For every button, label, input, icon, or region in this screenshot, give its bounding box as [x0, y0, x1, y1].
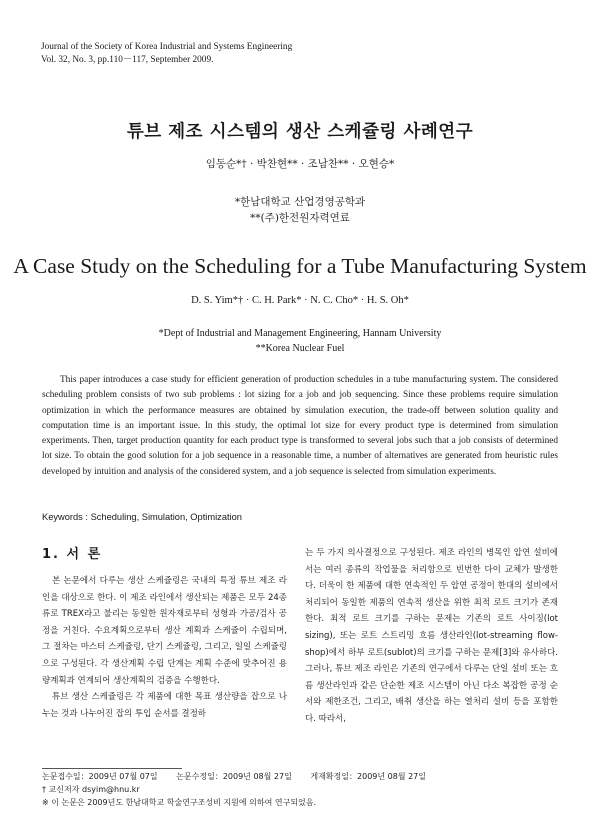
english-title: A Case Study on the Scheduling for a Tube Manufacturing System	[13, 254, 587, 278]
english-affiliation-1: *Dept of Industrial and Management Engineering, Hannam University	[158, 328, 442, 339]
body-column-left	[42, 573, 287, 722]
korean-title: 튜브 제조 시스템의 생산 스케쥴링 사례연구	[126, 122, 474, 142]
body-paragraph: 본 논문에서 다루는 생산 스케쥴링은 국내의 특정 튜브 제조 라인을 대상으로 한다. 이 제조 라인에서 생산되는 제품은 모두 24종류로 TREX라고 불리는 동일한 원자재로부터 성형과 가공/검사 공정을 거친다. 수요계획으로부터 생산 계획과 스케쥴이 수립되며, 그 절차는 마스터 스케쥴링, 단기 스케쥴링, 그리고, 일일 스케쥴링으로 구성된다. 각 생산계획 수립 단계는 계획 수준에 맞추어진 용량계획과 연계되어 생산계획의 검증을 수행한다.	[42, 576, 287, 686]
footnote-divider	[42, 768, 182, 769]
body-paragraph: 는 두 가지 의사결정으로 구성된다. 제조 라인의 병목인 압연 설비에서는 여러 종류의 작업물을 처리함으로 빈번한 다이 교체가 발생한다. 더욱이 한 제품에 대한 연속적인 두 압연 공정이 한대의 설비에서 처리되어 동일한 제품의 연속적 생산을 위한 최적 로트 크기가 존재한다. 최적 로트 크기를 구하는 문제는 기존의 로트 사이징(lot sizing), 또는 로트 스트리밍 흐름 생산라인(lot-streaming flow-shop)에서 하부 로트(sublot)의 크기를 구하는 문제[3]와 유사하다. 그러나, 튜브 제조 라인은 기존의 연구에서 다루는 단일 설비 또는 흐름 생산라인과 같은 단순한 제조 시스템이 아닌 다소 복잡한 공정 순서와 제한조건, 그리고, 배취 생산을 하는 열처리 설비 등을 포함한다. 따라서,	[305, 548, 558, 724]
english-affiliations	[0, 326, 600, 356]
accepted-date: 게재확정일：2009년 08월 27일	[310, 772, 427, 781]
submission-dates	[42, 770, 442, 783]
body-column-right	[305, 545, 558, 728]
keywords: Keywords : Scheduling, Simulation, Optimization	[42, 512, 242, 522]
journal-volume: Vol. 32, No. 3, pp.110－117, September 2009.	[41, 55, 214, 65]
abstract: This paper introduces a case study for efficient generation of production schedules in a tube manufacturing system. The considered scheduling problem consists of two sub problems : lot sizing for a job and job sequencing. Since these problems require simulation optimization in which the performance measures are obtained by simulation execution, the trade-off between solution quality and computation time is an important issue. In this study, the optimal lot size for every product type is determined from simulation experiments. Then, target production quantity for each product type is transformed to several jobs such that a job consists of determined lot size. To obtain the good solution for a job sequence in a reasonable time, a number of alternatives are generated from heuristic rules developed by intuition and analysis of the considered system, and a job sequence is selected from simulation experiments.	[42, 375, 558, 477]
journal-header	[41, 41, 292, 67]
korean-affiliation-1: *한남대학교 산업경영공학과	[234, 196, 366, 208]
korean-affiliation-2: **(주)한전원자력연료	[250, 212, 350, 224]
body-paragraph: 튜브 생산 스케쥴링은 각 제품에 대한 목표 생산량을 잡으로 나누는 것과 나누어진 잡의 투입 순서를 결정하	[42, 692, 287, 719]
received-date: 논문접수일：2009년 07월 07일	[42, 772, 158, 781]
korean-authors: 임동순*† · 박찬현** · 조남찬** · 오현승*	[205, 158, 395, 170]
corresponding-author: † 교신저자 dsyim@hnu.kr	[42, 785, 140, 794]
footnotes	[42, 770, 442, 809]
revised-date: 논문수정일：2009년 08월 27일	[176, 772, 292, 781]
english-authors: D. S. Yim*† · C. H. Park* · N. C. Cho* · H. S. Oh*	[191, 295, 409, 306]
english-affiliation-2: **Korea Nuclear Fuel	[255, 343, 345, 354]
funding-note: ※ 이 논문은 2009년도 한남대학교 학술연구조성비 지원에 의하여 연구되었음.	[42, 798, 317, 807]
section-heading-introduction: 1. 서 론	[42, 547, 103, 562]
journal-name: Journal of the Society of Korea Industrial and Systems Engineering	[41, 42, 293, 52]
korean-affiliations	[0, 194, 600, 226]
